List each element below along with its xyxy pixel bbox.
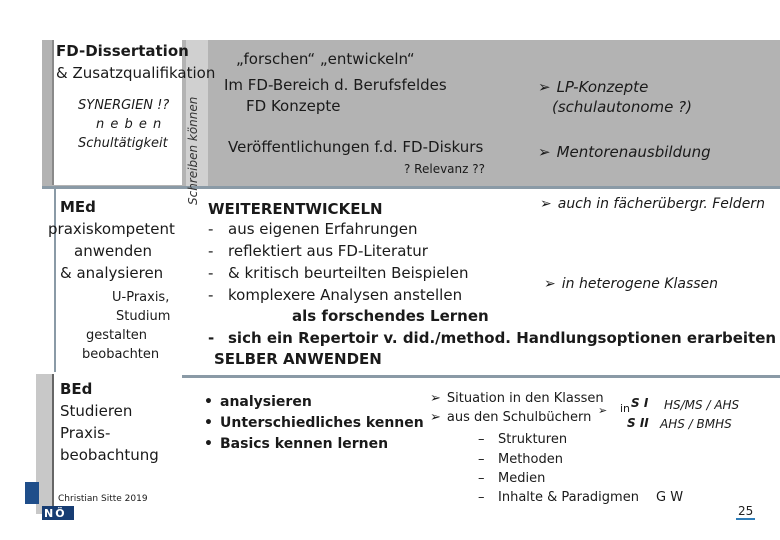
arrow-right-icon: ➢ xyxy=(430,410,441,425)
in-label: in xyxy=(620,402,631,415)
schulautonome-label: (schulautonome ?) xyxy=(552,98,692,116)
arrow-right-icon: ➢ xyxy=(538,78,551,96)
author-credit: Christian Sitte 2019 xyxy=(58,494,148,504)
situation-item: ➢ Situation in den Klassen xyxy=(430,391,604,406)
lp-konzepte-item xyxy=(538,78,648,96)
arrow-right-icon: ➢ xyxy=(538,143,551,161)
bed-line1: Studieren xyxy=(60,402,133,420)
schultaetigkeit-label: Schultätigkeit xyxy=(78,136,168,151)
med-title: MEd xyxy=(60,198,96,216)
schulbuecher-item: ➢ aus den Schulbüchern xyxy=(430,410,592,425)
arrow-right-icon: ➢ xyxy=(430,391,441,406)
s1-types: HS/MS / AHS xyxy=(664,398,740,412)
arrow-right-icon: ➢ xyxy=(540,196,552,212)
s2-label: S II xyxy=(627,416,649,430)
bed-dash-item: – Methoden xyxy=(478,452,563,467)
med-line2: anwenden xyxy=(74,242,152,260)
relevanz-label: ? Relevanz ?? xyxy=(404,162,485,176)
faecher-item: ➢ auch in fächerübergr. Feldern xyxy=(540,196,765,212)
veroeffentlichungen-label: Veröffentlichungen f.d. FD-Diskurs xyxy=(228,138,484,156)
bed-blue-strip xyxy=(25,482,39,504)
als-forschendes-label: als forschendes Lernen xyxy=(292,307,489,325)
im-fd-label: Im FD-Bereich d. Berufsfeldes xyxy=(224,76,447,94)
forschen-label: „forschen“ „entwickeln“ xyxy=(236,50,415,68)
bed-dash-item: – Inhalte & Paradigmen xyxy=(478,490,639,505)
bed-bullet: • Basics kennen lernen xyxy=(204,436,389,452)
arrow-right-icon: ➢ xyxy=(598,404,608,417)
med-line1: praxiskompetent xyxy=(48,220,175,238)
synergien-label: SYNERGIEN !? xyxy=(78,98,170,113)
bed-line2: Praxis- xyxy=(60,424,111,442)
bed-line3: beobachtung xyxy=(60,446,159,464)
lp-konzepte-label: LP-Konzepte xyxy=(556,78,649,96)
med-list-item: - reflektiert aus FD-Literatur xyxy=(208,242,428,260)
mentorenausbildung-label: Mentorenausbildung xyxy=(556,143,711,161)
logo-text: NÖ xyxy=(44,507,67,520)
fd-title-line1: FD-Dissertation xyxy=(56,42,189,60)
bed-bullet: • analysieren xyxy=(204,394,312,410)
bed-bullet: • Unterschiedliches kennen xyxy=(204,415,424,431)
schreiben-koennen-label xyxy=(186,185,200,205)
med-sub2: Studium xyxy=(116,309,171,324)
heterogene-item: ➢ in heterogene Klassen xyxy=(544,276,719,292)
fd-title-line2: & Zusatzqualifikation xyxy=(56,64,216,82)
med-sub3: gestalten xyxy=(86,328,148,343)
weiterentwickeln-heading: WEITERENTWICKELN xyxy=(208,200,383,218)
bed-dash-item: – Strukturen xyxy=(478,432,568,447)
bed-title: BEd xyxy=(60,380,93,398)
repertoir-item: - sich ein Repertoir v. did./method. Handlungsoptionen erarbeiten xyxy=(208,329,777,347)
fd-konzepte-label: FD Konzepte xyxy=(246,97,341,115)
bed-dash-item: – Medien xyxy=(478,471,546,486)
med-side-strip xyxy=(42,189,56,372)
page-number: 25 xyxy=(738,504,754,518)
arrow-right-icon: ➢ xyxy=(544,276,556,292)
s2-types: AHS / BMHS xyxy=(660,417,732,431)
med-sub1: U-Praxis, xyxy=(112,290,170,305)
neben-label: n e b e n xyxy=(96,117,163,132)
med-list-item: - komplexere Analysen anstellen xyxy=(208,286,463,304)
med-list-item: - & kritisch beurteilten Beispielen xyxy=(208,264,469,282)
mentorenausbildung-item xyxy=(538,143,711,161)
med-sub4: beobachten xyxy=(82,347,160,362)
gw-label: G W xyxy=(656,490,684,505)
selber-anwenden-label: SELBER ANWENDEN xyxy=(214,350,382,368)
med-list-item: - aus eigenen Erfahrungen xyxy=(208,220,418,238)
s1-label: S I xyxy=(631,396,649,410)
med-line3: & analysieren xyxy=(60,264,164,282)
